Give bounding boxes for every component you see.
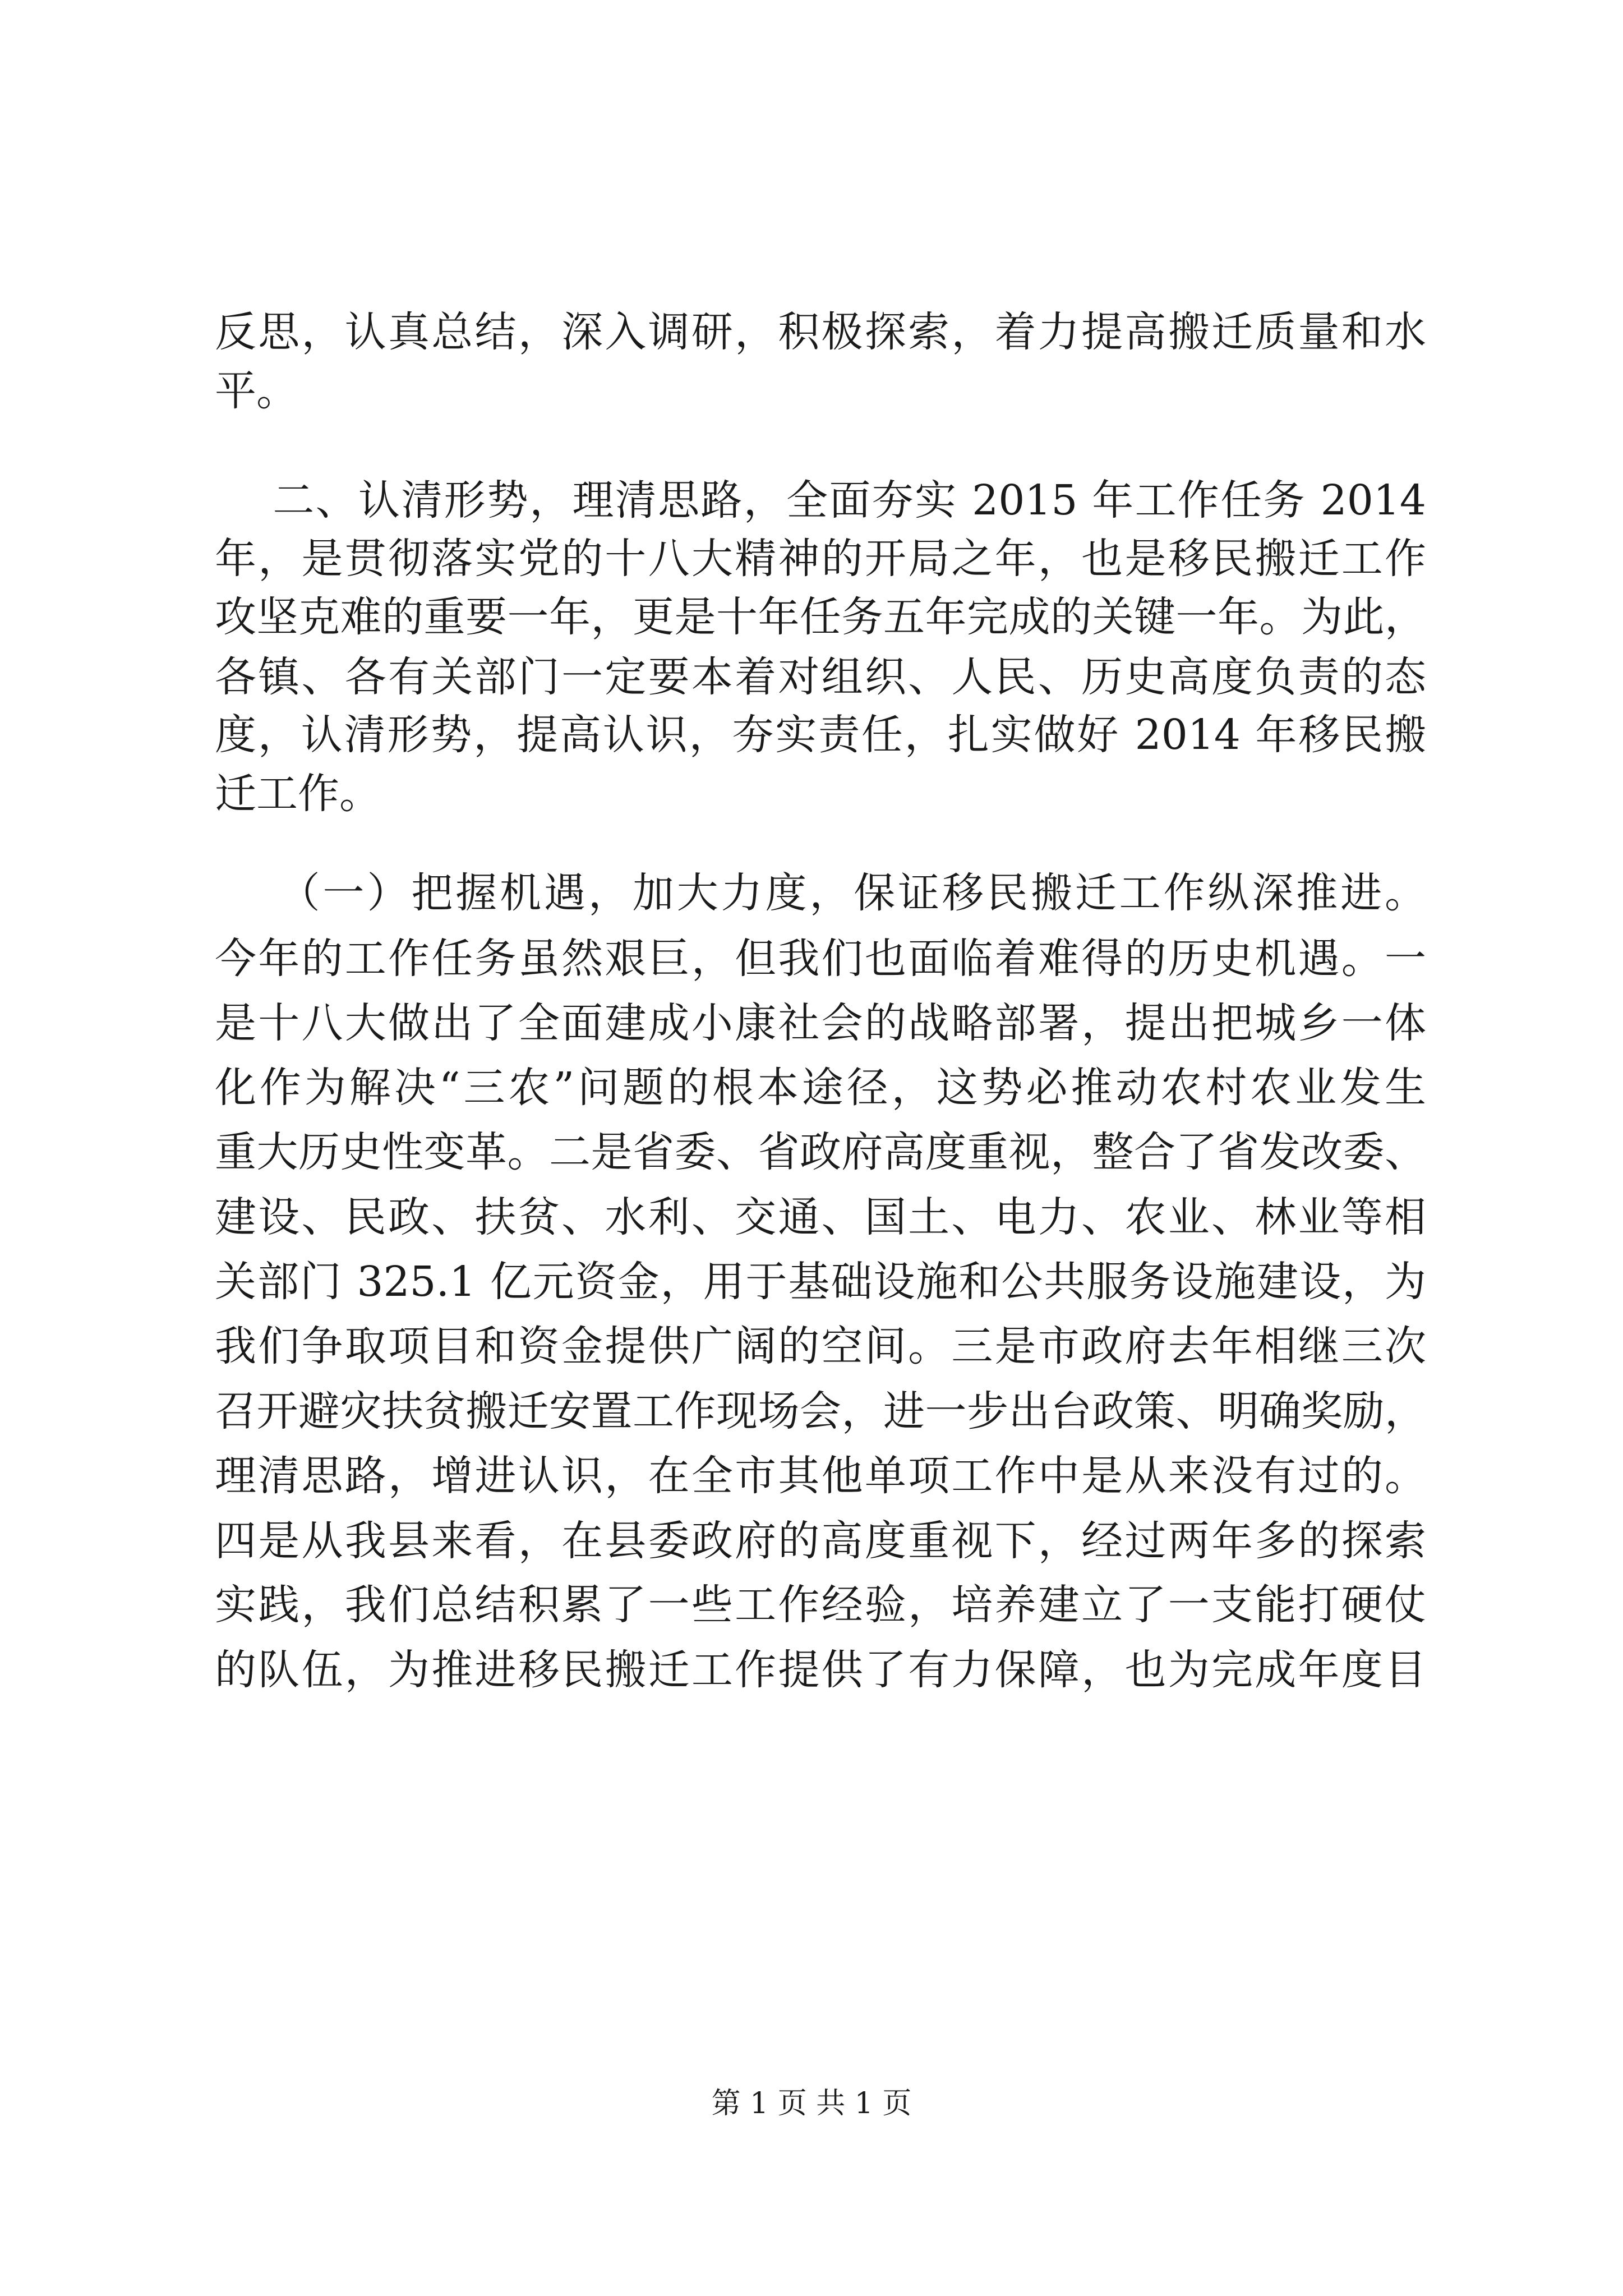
text-line: 平。 <box>215 367 298 415</box>
text-line: 攻坚克难的重要一年，更是十年任务五年完成的关键一年。为此， <box>215 593 1426 641</box>
text-line: 是十八大做出了全面建成小康社会的战略部署，提出把城乡一体 <box>215 999 1426 1047</box>
page-number-footer: 第 1 页 共 1 页 <box>711 2087 912 2120</box>
text-line: 召开避灾扶贫搬迁安置工作现场会，进一步出台政策、明确奖励， <box>215 1387 1426 1435</box>
text-line: 二、认清形势，理清思路，全面夯实 2015 年工作任务 2014 <box>215 476 1426 524</box>
text-line: 理清思路，增进认识，在全市其他单项工作中是从来没有过的。 <box>215 1452 1426 1500</box>
text-line: 实践，我们总结积累了一些工作经验，培养建立了一支能打硬仗 <box>215 1581 1426 1629</box>
text-line: 今年的工作任务虽然艰巨，但我们也面临着难得的历史机遇。一 <box>215 935 1426 983</box>
text-line: 年，是贯彻落实党的十八大精神的开局之年，也是移民搬迁工作 <box>215 535 1426 583</box>
text-line: 迁工作。 <box>215 770 381 818</box>
text-line: 重大历史性变革。二是省委、省政府高度重视，整合了省发改委、 <box>215 1128 1426 1176</box>
text-line: 度，认清形势，提高认识，夯实责任，扎实做好 2014 年移民搬 <box>215 711 1426 759</box>
text-line: 各镇、各有关部门一定要本着对组织、人民、历史高度负责的态 <box>215 653 1426 701</box>
text-line: 我们争取项目和资金提供广阔的空间。三是市政府去年相继三次 <box>215 1322 1426 1370</box>
text-line: 关部门 325.1 亿元资金，用于基础设施和公共服务设施建设，为 <box>215 1258 1426 1306</box>
text-line: 的队伍，为推进移民搬迁工作提供了有力保障，也为完成年度目 <box>215 1646 1426 1694</box>
text-line: 四是从我县来看，在县委政府的高度重视下，经过两年多的探索 <box>215 1517 1426 1565</box>
text-line: （一）把握机遇，加大力度，保证移民搬迁工作纵深推进。 <box>215 869 1426 917</box>
text-line: 化作为解决“三农”问题的根本途径，这势必推动农村农业发生 <box>215 1064 1426 1112</box>
text-line: 建设、民政、扶贫、水利、交通、国土、电力、农业、林业等相 <box>215 1193 1426 1241</box>
text-line: 反思，认真总结，深入调研，积极探索，着力提高搬迁质量和水 <box>215 308 1426 356</box>
